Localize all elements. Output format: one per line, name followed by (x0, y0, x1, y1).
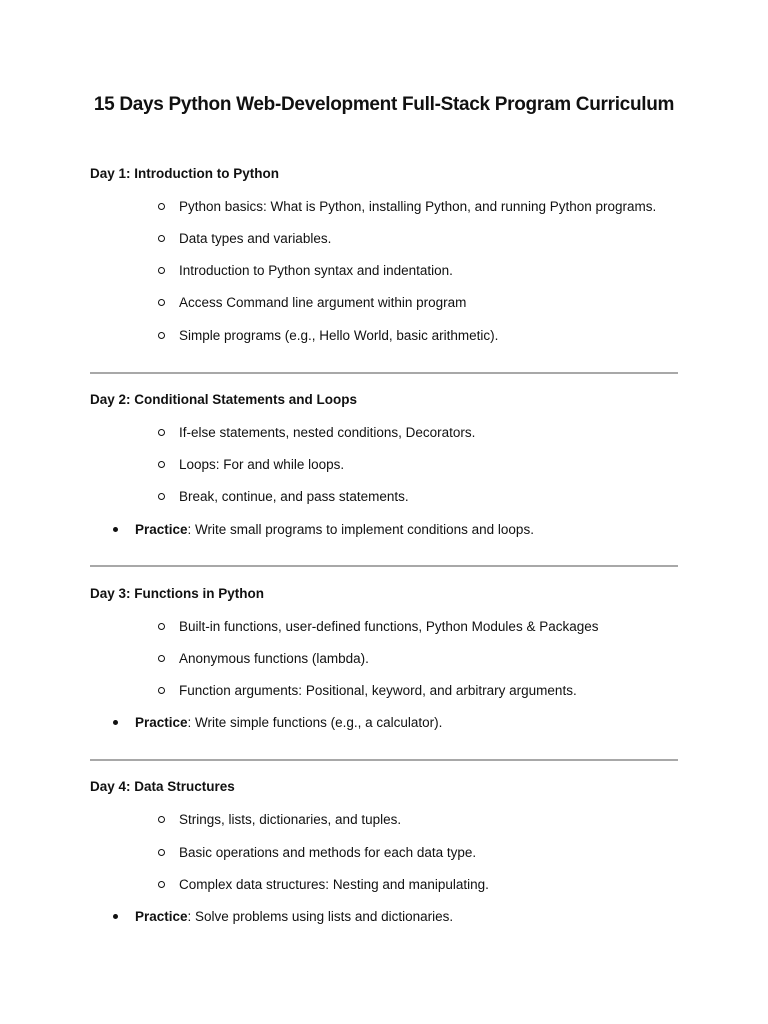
list-item-text: Simple programs (e.g., Hello World, basic arithmetic). (179, 328, 499, 343)
hollow-bullet-icon (158, 235, 165, 242)
list-item (158, 294, 466, 312)
document-title: 15 Days Python Web-Development Full-Stack Program Curriculum (93, 94, 675, 115)
solid-bullet-icon (113, 527, 118, 532)
hollow-bullet-icon (158, 687, 165, 694)
list-item-text: Built-in functions, user-defined functions, Python Modules & Packages (179, 619, 599, 634)
hollow-bullet-icon (158, 203, 165, 210)
list-item (158, 327, 498, 345)
practice-label: Practice (135, 715, 188, 730)
hollow-bullet-icon (158, 493, 165, 500)
day-2-heading: Day 2: Conditional Statements and Loops (90, 392, 358, 407)
list-item-text: Access Command line argument within program (179, 295, 467, 310)
hollow-bullet-icon (158, 332, 165, 339)
hollow-bullet-icon (158, 461, 165, 468)
hollow-bullet-icon (158, 816, 165, 823)
list-item-text: Function arguments: Positional, keyword, and arbitrary arguments. (179, 683, 577, 698)
solid-bullet-icon (113, 914, 118, 919)
list-item-text: Basic operations and methods for each data type. (179, 845, 477, 860)
practice-item (113, 714, 442, 732)
practice-label: Practice (135, 909, 188, 924)
hollow-bullet-icon (158, 881, 165, 888)
section-divider (90, 759, 678, 761)
practice-item (113, 908, 453, 926)
list-item (158, 811, 401, 829)
hollow-bullet-icon (158, 623, 165, 630)
list-item-text: Anonymous functions (lambda). (179, 651, 369, 666)
hollow-bullet-icon (158, 267, 165, 274)
list-item (158, 650, 369, 668)
practice-text: : Write simple functions (e.g., a calculator). (187, 715, 443, 730)
list-item-text: Introduction to Python syntax and indentation. (179, 263, 453, 278)
section-divider (90, 565, 678, 567)
list-item (158, 682, 577, 700)
list-item-text: Loops: For and while loops. (179, 457, 345, 472)
practice-text: : Write small programs to implement conditions and loops. (187, 522, 534, 537)
hollow-bullet-icon (158, 299, 165, 306)
day-3-heading: Day 3: Functions in Python (90, 586, 265, 601)
list-item (158, 230, 331, 248)
list-item-text: Python basics: What is Python, installing Python, and running Python programs. (179, 199, 657, 214)
list-item (158, 488, 409, 506)
list-item-text: Break, continue, and pass statements. (179, 489, 409, 504)
list-item (158, 876, 489, 894)
practice-item (113, 521, 534, 539)
list-item (158, 618, 598, 636)
list-item (158, 844, 476, 862)
solid-bullet-icon (113, 720, 118, 725)
hollow-bullet-icon (158, 429, 165, 436)
hollow-bullet-icon (158, 849, 165, 856)
list-item-text: Data types and variables. (179, 231, 332, 246)
day-4-heading: Day 4: Data Structures (90, 779, 235, 794)
list-item (158, 198, 656, 216)
hollow-bullet-icon (158, 655, 165, 662)
list-item-text: Complex data structures: Nesting and manipulating. (179, 877, 489, 892)
list-item (158, 262, 453, 280)
list-item (158, 456, 344, 474)
list-item-text: Strings, lists, dictionaries, and tuples. (179, 812, 402, 827)
list-item (158, 424, 475, 442)
practice-text: : Solve problems using lists and dictionaries. (187, 909, 454, 924)
section-divider (90, 372, 678, 374)
list-item-text: If-else statements, nested conditions, Decorators. (179, 425, 476, 440)
practice-label: Practice (135, 522, 188, 537)
day-1-heading: Day 1: Introduction to Python (90, 166, 279, 181)
